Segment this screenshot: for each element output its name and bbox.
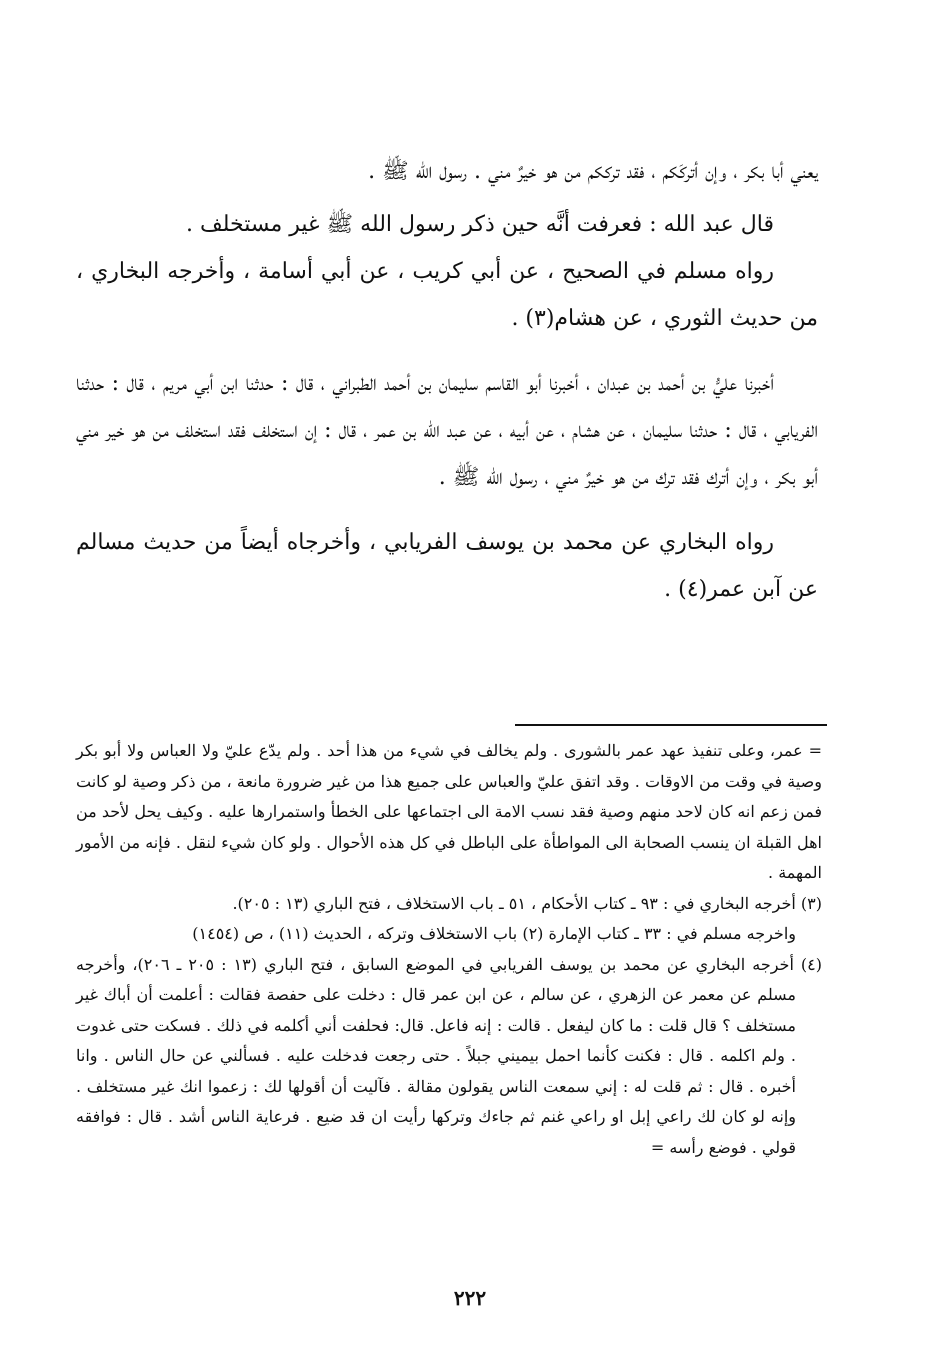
footnote-separator	[515, 724, 827, 726]
paragraph-2: قال عبد الله : فعرفت أنَّه حين ذكر رسول الله ﷺ غير مستخلف .	[185, 212, 774, 237]
paragraph-1: يعني أبا بكر ، وإن أتركَكم ، فقد ترككم من هو خيرٌ مني . رسول الله ﷺ .	[368, 159, 818, 184]
main-text	[76, 148, 818, 613]
paragraph-5: رواه البخاري عن محمد بن يوسف الفريابي ، وأخرجاه أيضاً من حديث مسالم عن آبن عمر(٤) .	[76, 530, 818, 602]
paragraph-3: رواه مسلم في الصحيح ، عن أبي كريب ، عن أبي أسامة ، وأخرجه البخاري ، من حديث الثوري ، عن هشام(٣) .	[76, 259, 818, 331]
footnote-3-muslim: واخرجه مسلم في : ٣٣ ـ كتاب الإمارة (٢) باب الاستخلاف وتركه ، الحديث (١١) ، ص (١٤٥٤)	[192, 924, 796, 943]
page-number: ٢٢٢	[453, 1286, 487, 1310]
footnote-4: (٤) أخرجه البخاري عن محمد بن يوسف الفريابي في الموضع السابق ، فتح الباري (١٣ : ٢٠٥ ـ ٢٠٦)، وأخرجه مسلم عن معمر عن الزهري ، عن سالم ، عن ابن عمر قال : دخلت على حفصة فقالت : أعلمت أن أباك غير مستخلف ؟ قال قلت : ما كان ليفعل . قالت : إنه فاعل. قال: فحلفت أني أكلمه في ذلك . فسكت حتى غدوت . ولم اكلمه . قال : فكنت كأنما احمل بيميني جبلاً . حتى رجعت فدخلت عليه . فسألني عن حال الناس . وانا أخبره . قال : ثم قلت له : إني سمعت الناس يقولون مقالة . فآليت أن أقولها لك : زعموا انك غير مستخلف . وإنه لو كان لك راعي إبل او راعي غنم ثم جاءك وتركها رأيت ان قد ضيع . فرعاية الناس أشد . قال : فوافقه قولي . فوضع رأسه =	[76, 954, 822, 1157]
footnotes	[76, 736, 822, 1163]
paragraph-4: أخبرنا عليُّ بن أحمد بن عبدان ، أخبرنا أبو القاسم سليمان بن أحمد الطبراني ، قال : حدثنا ابن أبي مريم ، قال : حدثنا الفريابي ، قال : حدثنا سليمان ، عن هشام ، عن أبيه ، عن عبد الله بن عمر ، قال : إن استخلف فقد استخلف من هو خير مني أبو بكر ، وإن أترك فقد ترك من هو خيرٌ مني ، رسول الله ﷺ .	[76, 371, 818, 490]
footnote-3: (٣) أخرجه البخاري في : ٩٣ ـ كتاب الأحكام ، ٥١ ـ باب الاستخلاف ، فتح الباري (١٣ : ٢٠٥).	[232, 893, 822, 913]
footnote-continuation: = عمر، وعلى تنفيذ عهد عمر بالشورى . ولم يخالف في شيء من هذا أحد . ولم يدّع عليّ ولا العباس ولا أبو بكر وصية في وقت من الاوقات . وقد اتفق عليّ والعباس على جميع هذا من غير ضرورة مانعة ، من ذكر وصية لو كانت فمن زعم انه كان لاحد منهم وصية فقد نسب الامة الى اجتماعها على الخطأ واستمرارها عليه . وكيف يحل لأحد من اهل القبلة ان ينسب الصحابة الى المواطأة على الباطل في كل هذه الأحوال . ولو كان شيء لنقل . فإنه من الأمور المهمة .	[76, 741, 823, 882]
